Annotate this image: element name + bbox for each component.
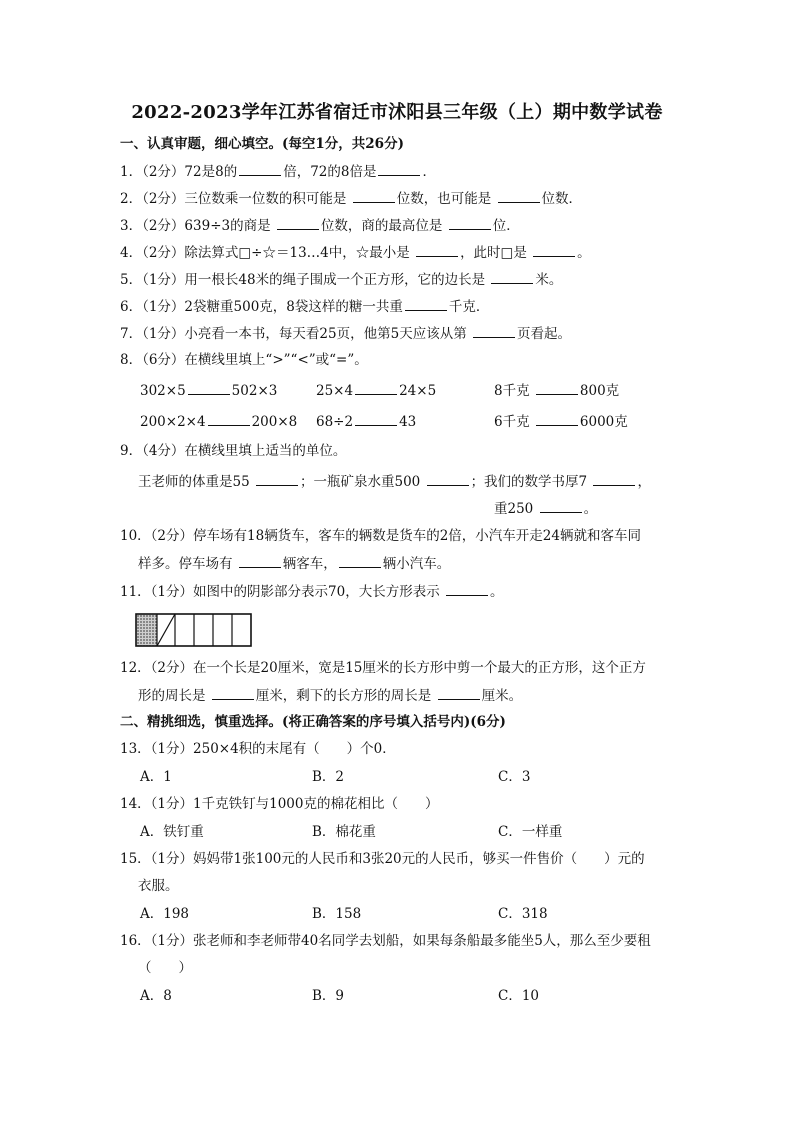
answer-blank[interactable]: [593, 471, 635, 486]
q4-text-b: ，此时□是: [460, 245, 527, 261]
q4-text-a: 4．（2分）除法算式□÷☆＝13…4中，☆最小是: [120, 245, 410, 261]
question-7: [120, 323, 571, 344]
q1-text-c: ．: [422, 164, 436, 180]
q4-text-c: 。: [577, 245, 591, 261]
answer-blank[interactable]: [405, 296, 447, 311]
q9-text-f: 。: [583, 501, 598, 517]
q5-text-b: 米。: [535, 272, 563, 288]
q8-row2-col1: [140, 411, 297, 432]
q13-option-a[interactable]: A．1: [140, 769, 172, 785]
q15-option-c[interactable]: C．318: [498, 906, 548, 922]
answer-blank[interactable]: [536, 411, 578, 426]
question-12-line-1: 12．（2分）在一个长是20厘米，宽是15厘米的长方形中剪一个最大的正方形，这个正方: [120, 660, 646, 676]
q8-expr: 800克: [579, 383, 620, 399]
question-9-line-1: [138, 471, 651, 492]
q1-text-b: 倍，72的8倍是: [283, 164, 377, 180]
q9-text-d: ，: [637, 474, 651, 490]
q8-expr: 302×5: [140, 383, 186, 399]
diagonal-divider: [157, 614, 175, 646]
q8-row2-col3: [494, 411, 628, 432]
q8-expr: 6000克: [579, 414, 628, 430]
answer-blank[interactable]: [491, 269, 533, 284]
question-10-line-2: [138, 553, 450, 574]
q9-text-a: 王老师的体重是55: [138, 474, 250, 490]
question-15-stem: 15．（1分）妈妈带1张100元的人民币和3张20元的人民币，够买一件售价（ ）元的: [120, 851, 645, 867]
q13-option-b[interactable]: B．2: [312, 769, 345, 785]
page-title: 2022-2023学年江苏省宿迁市沭阳县三年级（上）期中数学试卷: [131, 102, 663, 123]
q2-text-c: 位数．: [541, 191, 583, 207]
q11-text-b: 。: [490, 584, 504, 600]
q1-text-a: 1．（2分）72是8的: [120, 164, 238, 180]
q8-expr: 68÷2: [316, 414, 354, 430]
q13-option-c[interactable]: C．3: [498, 769, 531, 785]
q8-row1-col3: [494, 380, 619, 401]
answer-blank[interactable]: [355, 380, 397, 395]
question-10-line-1: 10．（2分）停车场有18辆货车，客车的辆数是货车的2倍，小汽车开走24辆就和客车同: [120, 528, 641, 544]
q14-option-c[interactable]: C．一样重: [498, 824, 563, 840]
q8-expr: 25×4: [316, 383, 354, 399]
question-6: [120, 296, 489, 317]
answer-blank[interactable]: [339, 553, 381, 568]
question-5: [120, 269, 562, 290]
shaded-rectangle-figure: [134, 612, 254, 648]
question-13-stem: 13．（1分）250×4积的末尾有（ ）个0．: [120, 741, 396, 757]
answer-blank[interactable]: [446, 581, 488, 596]
q3-text-a: 3．（2分）639÷3的商是: [120, 218, 271, 234]
answer-blank[interactable]: [540, 498, 582, 513]
answer-blank[interactable]: [277, 215, 319, 230]
question-16-stem: 16．（1分）张老师和李老师带40名同学去划船，如果每条船最多能坐5人，那么至少要租: [120, 933, 651, 949]
section-1-heading: 一、认真审题，细心填空。(每空1分，共26分): [120, 136, 404, 152]
q16-option-c[interactable]: C．10: [498, 988, 540, 1004]
q11-text-a: 11．（1分）如图中的阴影部分表示70，大长方形表示: [120, 584, 440, 600]
question-15-stem-2: 衣服。: [138, 878, 179, 894]
q8-row1-col1: [140, 380, 277, 401]
q7-text-b: 页看起。: [517, 326, 571, 342]
answer-blank[interactable]: [533, 242, 575, 257]
answer-blank[interactable]: [188, 380, 230, 395]
answer-blank[interactable]: [239, 553, 281, 568]
answer-blank[interactable]: [438, 685, 480, 700]
q2-text-b: 位数，也可能是: [396, 191, 492, 207]
q12-text-d: 厘米。: [481, 688, 523, 704]
q8-row1-col2: [316, 380, 436, 401]
answer-blank[interactable]: [498, 188, 540, 203]
q5-text-a: 5．（1分）用一根长48米的绳子围成一个正方形，它的边长是: [120, 272, 486, 288]
question-1: [120, 161, 436, 182]
answer-blank[interactable]: [536, 380, 578, 395]
q6-text-a: 6．（1分）2袋糖重500克，8袋这样的糖一共重: [120, 299, 403, 315]
q14-option-a[interactable]: A．铁钉重: [140, 824, 204, 840]
q8-expr: 6千克: [494, 414, 530, 430]
q8-expr: 24×5: [399, 383, 437, 399]
q2-text-a: 2．（2分）三位数乘一位数的积可能是: [120, 191, 347, 207]
answer-blank[interactable]: [378, 161, 420, 176]
answer-blank[interactable]: [212, 685, 254, 700]
question-11: [120, 581, 504, 602]
q10-text-b: 样多。停车场有: [138, 556, 233, 572]
question-4: [120, 242, 591, 263]
q6-text-b: 千克．: [448, 299, 490, 315]
question-14-stem: 14．（1分）1千克铁钉与1000克的棉花相比（ ）: [120, 796, 439, 812]
answer-blank[interactable]: [256, 471, 298, 486]
section-2-heading: 二、精挑细选，慎重选择。(将正确答案的序号填入括号内)(6分): [120, 714, 506, 730]
q12-text-b: 形的周长是: [138, 688, 206, 704]
answer-blank[interactable]: [208, 411, 250, 426]
q8-expr: 200×2×4: [140, 414, 206, 430]
q10-text-c: 辆客车，: [282, 556, 337, 572]
q8-expr: 502×3: [231, 383, 278, 399]
answer-blank[interactable]: [239, 161, 281, 176]
q16-option-a[interactable]: A．8: [140, 988, 172, 1004]
question-16-stem-2: （ ）: [138, 960, 192, 976]
answer-blank[interactable]: [427, 471, 469, 486]
answer-blank[interactable]: [416, 242, 458, 257]
q8-expr: 200×8: [251, 414, 298, 430]
answer-blank[interactable]: [355, 411, 397, 426]
q16-option-b[interactable]: B．9: [312, 988, 345, 1004]
q8-expr: 43: [399, 414, 417, 430]
question-3: [120, 215, 520, 236]
q9-text-c: ；我们的数学书厚7: [470, 474, 588, 490]
shaded-part: [136, 614, 157, 646]
q15-option-b[interactable]: B．158: [312, 906, 362, 922]
question-9-stem: 9．（4分）在横线里填上适当的单位。: [120, 443, 347, 459]
q14-option-b[interactable]: B．棉花重: [312, 824, 376, 840]
q12-text-c: 厘米，剩下的长方形的周长是: [255, 688, 432, 704]
q7-text-a: 7．（1分）小亮看一本书，每天看25页，他第5天应该从第: [120, 326, 467, 342]
q9-text-e: 重250: [494, 501, 534, 517]
q8-row2-col2: [316, 411, 416, 432]
q10-text-d: 辆小汽车。: [382, 556, 451, 572]
question-8-stem: 8．（6分）在横线里填上“>”“<”或“=”。: [120, 352, 368, 368]
answer-blank[interactable]: [473, 323, 515, 338]
q15-option-a[interactable]: A．198: [140, 906, 190, 922]
q3-text-b: 位数，商的最高位是: [320, 218, 443, 234]
q9-text-b: ；一瓶矿泉水重500: [299, 474, 421, 490]
question-9-line-2: [494, 498, 597, 519]
answer-blank[interactable]: [353, 188, 395, 203]
q3-text-c: 位．: [492, 218, 520, 234]
q8-expr: 8千克: [494, 383, 530, 399]
question-12-line-2: [138, 685, 522, 706]
answer-blank[interactable]: [449, 215, 491, 230]
question-2: [120, 188, 582, 209]
